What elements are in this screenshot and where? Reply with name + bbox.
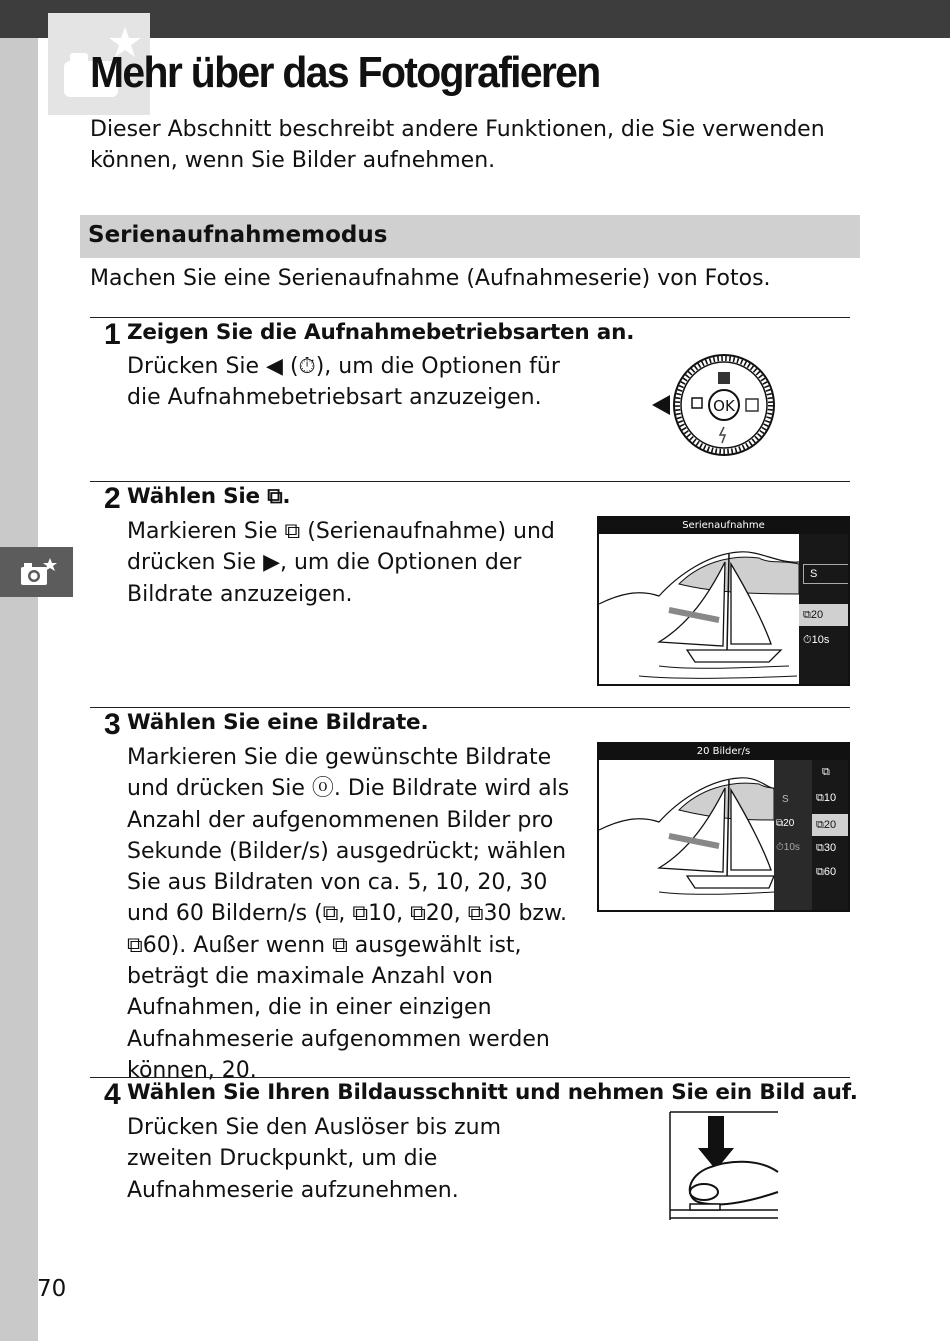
step-title: Zeigen Sie die Aufnahmebetriebsarten an. xyxy=(127,320,635,345)
camera-screen-bildrate xyxy=(597,742,850,912)
step-divider xyxy=(90,707,850,708)
menu-item: ⧉60 xyxy=(816,866,837,878)
step-body: Drücken Sie ◀ (⏱), um die Optionen für die Aufnahmebetriebsart anzuzeigen. xyxy=(127,354,560,411)
screen-menu-right xyxy=(812,760,850,910)
step-divider xyxy=(90,317,850,318)
step-divider xyxy=(90,1077,850,1078)
screen-header: 20 Bilder/s xyxy=(599,744,848,760)
step-body: Markieren Sie die gewünschte Bildrate und drücken Sie ⓞ. Die Bildrate wird als Anzahl der aufgenommenen Bilder pro Sekunde (Bilder/s) ausgedrückt; wählen Sie aus Bildraten von ca. 5, 10, 20, 30 und 60 Bildern/s (⧉, ⧉10, ⧉20, ⧉30 bzw. ⧉60). Außer wenn ⧉ ausgewählt ist, beträgt die maximale Anzahl von Aufnahmen, die in einer einzigen Aufnahmeserie aufgenommen werden können, 20. xyxy=(127,745,570,1083)
chapter-tab[interactable] xyxy=(0,547,73,597)
menu-item: S xyxy=(803,564,849,584)
menu-item: ⏱10s xyxy=(803,634,830,646)
intro-text: Dieser Abschnitt beschreibt andere Funktionen, die Sie verwenden können, wenn Sie Bilder aufnehmen. xyxy=(90,117,825,173)
sailboat-illustration xyxy=(599,760,774,912)
menu-item: ⏱10s xyxy=(776,842,800,853)
camera-icon xyxy=(17,555,57,589)
menu-item: ⧉20 xyxy=(776,818,795,829)
step-body: Drücken Sie den Auslöser bis zum zweiten Druckpunkt, um die Aufnahmeserie aufzunehmen. xyxy=(127,1115,502,1203)
step-title: Wählen Sie eine Bildrate. xyxy=(127,710,429,735)
step-number: 1 xyxy=(104,318,120,351)
screen-header: Serienaufnahme xyxy=(599,518,848,534)
section-description: Machen Sie eine Serienaufnahme (Aufnahmeserie) von Fotos. xyxy=(90,266,771,291)
shutter-press-illustration xyxy=(668,1110,780,1222)
menu-item-selected: ⧉20 xyxy=(812,814,850,836)
menu-item: ⧉30 xyxy=(816,842,837,854)
sailboat-illustration xyxy=(599,534,799,686)
step-title: Wählen Sie Ihren Bildausschnitt und nehmen Sie ein Bild auf. xyxy=(127,1080,858,1105)
step-title: Wählen Sie ⧉. xyxy=(127,484,291,509)
step-number: 2 xyxy=(104,482,120,515)
page-title: Mehr über das Fotografieren xyxy=(90,48,600,97)
step-number: 4 xyxy=(104,1078,120,1111)
page-number: 70 xyxy=(37,1276,67,1302)
step-body: Markieren Sie ⧉ (Serienaufnahme) und drücken Sie ▶, um die Optionen der Bildrate anzuzeigen. xyxy=(127,519,555,607)
sidebar-strip xyxy=(0,38,38,1341)
menu-item: S xyxy=(782,794,789,805)
screen-menu xyxy=(799,534,850,684)
ok-button-label: OK xyxy=(713,397,735,415)
multi-selector-dial xyxy=(648,352,778,462)
menu-item: ⧉ xyxy=(822,766,830,778)
step-divider xyxy=(90,481,850,482)
section-heading: Serienaufnahmemodus xyxy=(80,215,860,258)
menu-item-selected: ⧉20 xyxy=(799,604,850,626)
step-number: 3 xyxy=(104,708,120,741)
camera-screen-serienaufnahme xyxy=(597,516,850,686)
screen-menu-left xyxy=(774,760,812,910)
menu-item: ⧉10 xyxy=(816,792,837,804)
